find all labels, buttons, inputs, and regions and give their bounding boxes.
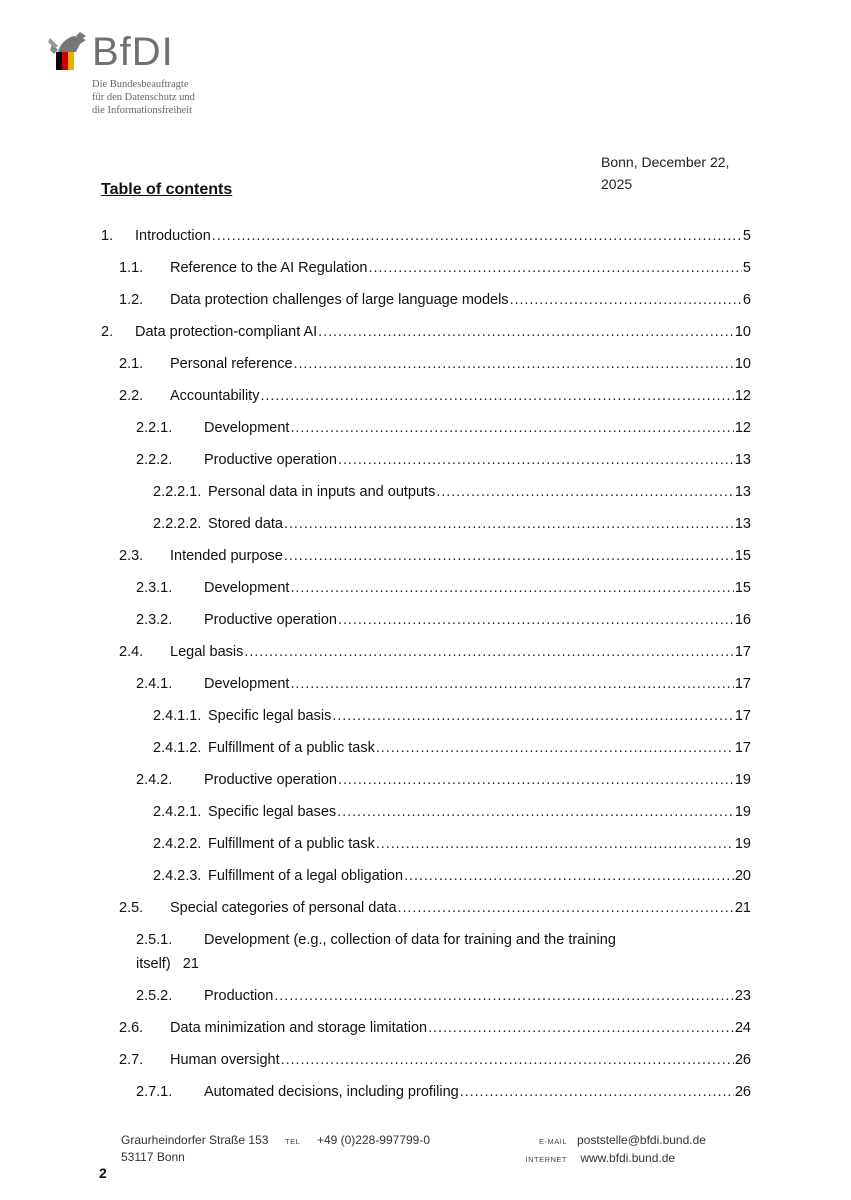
toc-number: 1.2. [119,292,144,308]
internet-label: INTERNET [525,1155,567,1164]
website-link[interactable]: www.bfdi.bund.de [580,1151,676,1165]
toc-number: 2.4.1. [136,676,173,692]
toc-entry[interactable] [101,226,751,246]
date-line: Bonn, December 22, [601,154,730,170]
dot-leader [332,706,734,726]
toc-number: 2.7. [119,1052,144,1068]
toc-entry[interactable] [119,258,751,278]
dot-leader [318,322,734,342]
logo-subtitle [92,78,262,117]
logo-line: für den Datenschutz und [92,92,195,103]
dot-leader [376,738,734,758]
toc-number: 1. [101,228,114,244]
toc-entry[interactable] [119,898,751,918]
toc-title: Development [204,580,290,596]
toc-title: Automated decisions, including profiling [204,1084,459,1100]
toc-title: Human oversight [170,1052,280,1068]
dot-leader [460,1082,734,1102]
toc-page: 17 [734,644,751,660]
toc-entry[interactable] [136,578,751,598]
toc-page: 21 [182,956,199,972]
logo-line: Die Bundesbeauftragte [92,79,189,90]
toc-number: 2.4.2.2. [153,836,202,852]
dot-leader [338,450,734,470]
toc-page: 19 [734,804,751,820]
toc-page: 5 [742,260,751,276]
toc-page: 17 [734,708,751,724]
toc-entry[interactable] [119,290,751,310]
dot-leader [290,578,733,598]
toc-number: 2.6. [119,1020,144,1036]
toc-page: 13 [734,516,751,532]
toc-heading: Table of contents [101,181,233,198]
dot-leader [338,610,734,630]
toc-title: Accountability [170,388,260,404]
dot-leader [284,514,734,534]
date-line: 2025 [601,176,633,192]
toc-page: 17 [734,740,751,756]
toc-number: 2.4.1.1. [153,708,202,724]
toc-page: 13 [734,452,751,468]
toc-entry[interactable] [119,642,751,662]
toc-number: 2.3.1. [136,580,173,596]
toc-page: 12 [734,388,751,404]
toc-number: 2.5.2. [136,988,173,1004]
toc-entry[interactable] [119,1050,751,1070]
dot-leader [212,226,742,246]
toc-page: 26 [734,1052,751,1068]
dot-leader [398,898,734,918]
toc-entry-line [136,952,751,976]
toc-number: 2.2. [119,388,144,404]
dot-leader [369,258,742,278]
toc-number: 2.3. [119,548,144,564]
toc-title: Specific legal bases [208,804,337,820]
dot-leader [428,1018,734,1038]
toc-entry[interactable] [119,386,751,406]
toc-title: Development (e.g., collection of data for training and the training [204,932,616,948]
toc-title: Productive operation [204,612,337,628]
dot-leader [338,770,734,790]
toc-entry[interactable] [101,322,751,342]
toc-entry-line [136,928,751,952]
footer-phone [285,1132,430,1150]
toc-entry[interactable] [119,354,751,374]
toc-page: 6 [742,292,751,308]
toc-number: 2.7.1. [136,1084,173,1100]
toc-title: Personal reference [170,356,293,372]
toc-title: Special categories of personal data [170,900,397,916]
toc-title: Fulfillment of a public task [208,740,375,756]
toc-title: Fulfillment of a legal obligation [208,868,404,884]
toc-title: Personal data in inputs and outputs [208,484,436,500]
toc-entry[interactable] [119,546,751,566]
toc-number: 2.2.1. [136,420,173,436]
toc-number: 2.2.2.2. [153,516,202,532]
toc-page: 19 [734,836,751,852]
toc-number: 2. [101,324,114,340]
toc-title: Productive operation [204,772,337,788]
dot-leader [290,674,733,694]
document-date [601,151,761,195]
toc-page: 13 [734,484,751,500]
tel-number[interactable]: +49 (0)228-997799-0 [316,1133,431,1147]
toc-title: Reference to the AI Regulation [170,260,368,276]
toc-entry[interactable] [136,770,751,790]
logo-line: die Informationsfreiheit [92,105,193,116]
dot-leader [404,866,734,886]
toc-entry[interactable] [153,802,751,822]
toc-title: Production [204,988,274,1004]
toc-number: 1.1. [119,260,144,276]
toc-title: Fulfillment of a public task [208,836,375,852]
dot-leader [281,1050,734,1070]
dot-leader [260,386,733,406]
toc-entry[interactable] [136,418,751,438]
bfdi-logo [40,18,230,138]
footer-address [121,1132,268,1166]
toc-page: 26 [734,1084,751,1100]
toc-page: 10 [734,324,751,340]
tel-label: TEL [285,1137,301,1146]
toc-number: 2.4. [119,644,144,660]
toc-title: Specific legal basis [208,708,332,724]
toc-entry[interactable] [153,706,751,726]
toc-page: 15 [734,580,751,596]
toc-number: 2.3.2. [136,612,173,628]
dot-leader [274,986,734,1006]
toc-number: 2.2.2.1. [153,484,202,500]
toc-page: 17 [734,676,751,692]
toc-number: 2.2.2. [136,452,173,468]
logo-wordmark: BfDI [92,30,174,74]
toc-number: 2.5. [119,900,144,916]
toc-entry[interactable] [136,1082,751,1102]
toc-title: Development [204,420,290,436]
toc-page: 21 [734,900,751,916]
toc-page: 19 [734,772,751,788]
page-number: 2 [99,1165,107,1181]
dot-leader [376,834,734,854]
dot-leader [284,546,734,566]
toc-entry[interactable] [119,1018,751,1038]
toc-number: 2.5.1. [136,932,173,948]
toc-page: 15 [734,548,751,564]
toc-title: Development [204,676,290,692]
toc-title: Intended purpose [170,548,283,564]
toc-entry[interactable] [136,928,751,976]
dot-leader [244,642,734,662]
footer-contact [517,1132,706,1168]
toc-page: 24 [734,1020,751,1036]
dot-leader [294,354,734,374]
dot-leader [510,290,742,310]
dot-leader [290,418,733,438]
email-label: E-MAIL [538,1137,567,1146]
toc-entry[interactable] [153,514,751,534]
toc-page: 5 [742,228,751,244]
toc-page: 23 [734,988,751,1004]
toc-number: 2.4.2. [136,772,173,788]
dot-leader [436,482,734,502]
toc-entry[interactable] [153,482,751,502]
toc-number: 2.4.2.1. [153,804,202,820]
toc-entry[interactable] [136,450,751,470]
toc-title: Legal basis [170,644,244,660]
toc-number: 2.4.2.3. [153,868,202,884]
toc-title-continued: itself) [136,956,171,972]
address-line: Graurheindorfer Straße 153 [121,1133,269,1147]
toc-title: Introduction [135,228,211,244]
toc-number: 2.1. [119,356,144,372]
toc-entry[interactable] [153,738,751,758]
address-line: 53117 Bonn [121,1150,185,1164]
toc-title: Data minimization and storage limitation [170,1020,428,1036]
toc-page: 20 [734,868,751,884]
toc-entry[interactable] [136,674,751,694]
toc-entry[interactable] [136,610,751,630]
toc-title: Data protection challenges of large language models [170,292,509,308]
toc-entry[interactable] [136,986,751,1006]
email-link[interactable]: poststelle@bfdi.bund.de [577,1133,706,1147]
federal-eagle-icon [46,30,90,76]
toc-page: 16 [734,612,751,628]
toc-title: Productive operation [204,452,337,468]
dot-leader [337,802,734,822]
toc-title: Data protection-compliant AI [135,324,318,340]
toc-entry[interactable] [153,866,751,886]
toc-entry[interactable] [153,834,751,854]
toc-page: 12 [734,420,751,436]
toc-number: 2.4.1.2. [153,740,202,756]
toc-title: Stored data [208,516,283,532]
toc-page: 10 [734,356,751,372]
